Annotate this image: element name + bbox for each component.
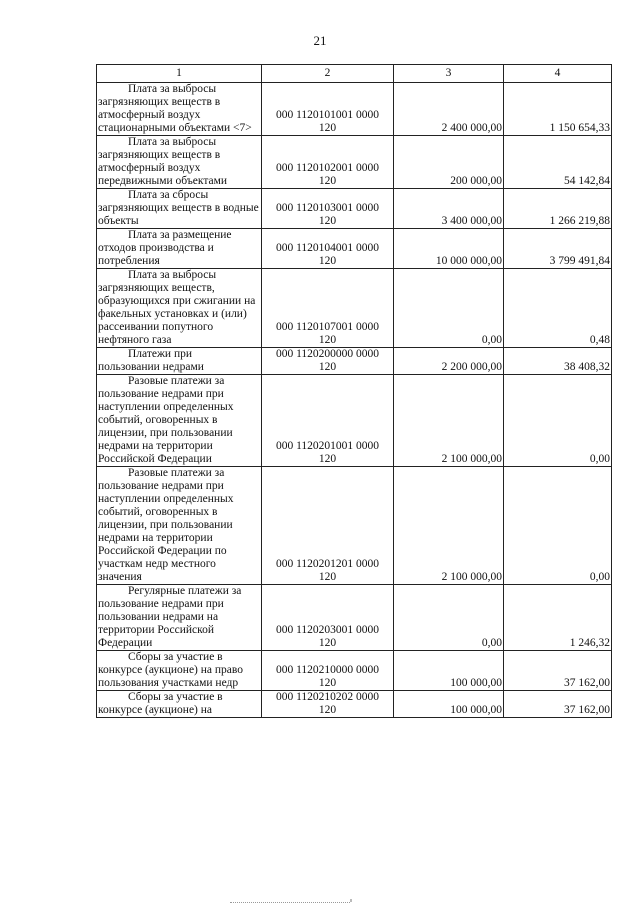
planned-amount: 200 000,00 <box>394 136 504 189</box>
budget-code-suffix: 120 <box>318 255 337 267</box>
income-name-rest: пользование недрами при наступлении определенных событий, оговоренных в лицензии, при пользовании недрами на территории Российской Федерации <box>98 388 234 465</box>
income-name-first: Плата за выбросы <box>128 83 217 95</box>
income-name-first: Разовые платежи за <box>128 467 225 479</box>
income-name-cell <box>97 83 262 136</box>
budget-code-cell <box>262 691 394 718</box>
actual-amount: 38 408,32 <box>504 348 612 375</box>
planned-amount: 2 100 000,00 <box>394 375 504 467</box>
table-row <box>97 467 612 585</box>
actual-amount: 54 142,84 <box>504 136 612 189</box>
income-name-first: Разовые платежи за <box>128 375 225 387</box>
budget-code-suffix: 120 <box>318 571 337 583</box>
income-name-cell <box>97 585 262 651</box>
budget-code-main: 000 1120101001 0000 <box>275 109 380 121</box>
table-row <box>97 651 612 691</box>
budget-code-cell <box>262 348 394 375</box>
budget-code-cell <box>262 585 394 651</box>
budget-code-cell <box>262 229 394 269</box>
actual-amount: 3 799 491,84 <box>504 229 612 269</box>
income-name-first: Плата за сбросы <box>128 189 209 201</box>
income-name-cell <box>97 651 262 691</box>
budget-code-cell <box>262 189 394 229</box>
budget-table <box>96 64 612 718</box>
income-name-cell <box>97 189 262 229</box>
budget-code-cell <box>262 269 394 348</box>
actual-amount: 0,00 <box>504 467 612 585</box>
actual-amount: 1 150 654,33 <box>504 83 612 136</box>
income-name-first: Сборы за участие в <box>128 691 223 703</box>
budget-code-main: 000 1120104001 0000 <box>275 242 380 254</box>
planned-amount: 10 000 000,00 <box>394 229 504 269</box>
income-name-first: Сборы за участие в <box>128 651 223 663</box>
column-header: 2 <box>262 65 394 83</box>
income-name-first: Плата за выбросы <box>128 269 217 281</box>
income-name-rest: пользование недрами при пользовании недрами на территории Российской Федерации <box>98 598 224 649</box>
column-header: 3 <box>394 65 504 83</box>
budget-code-cell <box>262 651 394 691</box>
income-name-cell <box>97 269 262 348</box>
income-name-rest: пользовании недрами <box>98 361 204 373</box>
income-name-rest: конкурсе (аукционе) на <box>98 704 213 716</box>
income-name-cell <box>97 375 262 467</box>
header-row <box>97 65 612 83</box>
income-name-cell <box>97 467 262 585</box>
budget-code-cell <box>262 83 394 136</box>
actual-amount: 1 266 219,88 <box>504 189 612 229</box>
budget-code-main: 000 1120200000 0000 <box>275 348 380 360</box>
budget-code-suffix: 120 <box>318 361 337 373</box>
actual-amount: 0,48 <box>504 269 612 348</box>
table-body <box>97 83 612 718</box>
planned-amount: 2 400 000,00 <box>394 83 504 136</box>
budget-code-main: 000 1120102001 0000 <box>275 162 380 174</box>
scan-artifact <box>230 899 350 903</box>
table-row <box>97 136 612 189</box>
income-name-rest: загрязняющих веществ в водные объекты <box>98 202 259 227</box>
budget-code-suffix: 120 <box>318 704 337 716</box>
budget-code-suffix: 120 <box>318 122 337 134</box>
table-row <box>97 269 612 348</box>
planned-amount: 2 100 000,00 <box>394 467 504 585</box>
table-row <box>97 585 612 651</box>
budget-code-main: 000 1120103001 0000 <box>275 202 380 214</box>
income-name-rest: загрязняющих веществ в атмосферный воздух стационарными объектами <7> <box>98 96 252 134</box>
budget-code-main: 000 1120201201 0000 <box>275 558 380 570</box>
income-name-rest: загрязняющих веществ, образующихся при сжигании на факельных установках и (или) рассеивании попутного нефтяного газа <box>98 282 256 346</box>
table-row <box>97 348 612 375</box>
budget-code-main: 000 1120201001 0000 <box>275 440 380 452</box>
planned-amount: 100 000,00 <box>394 651 504 691</box>
table-row <box>97 375 612 467</box>
table-row <box>97 229 612 269</box>
column-header: 4 <box>504 65 612 83</box>
budget-code-suffix: 120 <box>318 677 337 689</box>
income-name-rest: пользование недрами при наступлении определенных событий, оговоренных в лицензии, при пользовании недрами на территории Российской Федерации по участкам недр местного значения <box>98 480 234 583</box>
table-row <box>97 83 612 136</box>
budget-code-suffix: 120 <box>318 334 337 346</box>
budget-code-cell <box>262 375 394 467</box>
table-row <box>97 189 612 229</box>
budget-code-cell <box>262 467 394 585</box>
income-name-cell <box>97 229 262 269</box>
page-number: 21 <box>313 33 327 48</box>
planned-amount: 2 200 000,00 <box>394 348 504 375</box>
actual-amount: 0,00 <box>504 375 612 467</box>
planned-amount: 0,00 <box>394 585 504 651</box>
income-name-first: Платежи при <box>128 348 193 360</box>
income-name-first: Регулярные платежи за <box>128 585 242 597</box>
budget-code-main: 000 1120210202 0000 <box>275 691 380 703</box>
actual-amount: 37 162,00 <box>504 651 612 691</box>
budget-code-suffix: 120 <box>318 215 337 227</box>
income-name-rest: загрязняющих веществ в атмосферный воздух передвижными объектами <box>98 149 228 187</box>
budget-code-suffix: 120 <box>318 637 337 649</box>
budget-code-main: 000 1120203001 0000 <box>275 624 380 636</box>
planned-amount: 0,00 <box>394 269 504 348</box>
budget-code-cell <box>262 136 394 189</box>
column-header: 1 <box>97 65 262 83</box>
actual-amount: 1 246,32 <box>504 585 612 651</box>
income-name-cell <box>97 136 262 189</box>
income-name-cell <box>97 348 262 375</box>
income-name-first: Плата за выбросы <box>128 136 217 148</box>
income-name-rest: конкурсе (аукционе) на право пользования участками недр <box>98 664 244 689</box>
planned-amount: 3 400 000,00 <box>394 189 504 229</box>
table-row <box>97 691 612 718</box>
actual-amount: 37 162,00 <box>504 691 612 718</box>
budget-code-suffix: 120 <box>318 453 337 465</box>
budget-code-suffix: 120 <box>318 175 337 187</box>
income-name-cell <box>97 691 262 718</box>
budget-code-main: 000 1120210000 0000 <box>275 664 380 676</box>
planned-amount: 100 000,00 <box>394 691 504 718</box>
income-name-rest: отходов производства и потребления <box>98 242 214 267</box>
budget-code-main: 000 1120107001 0000 <box>275 321 380 333</box>
income-name-first: Плата за размещение <box>128 229 232 241</box>
